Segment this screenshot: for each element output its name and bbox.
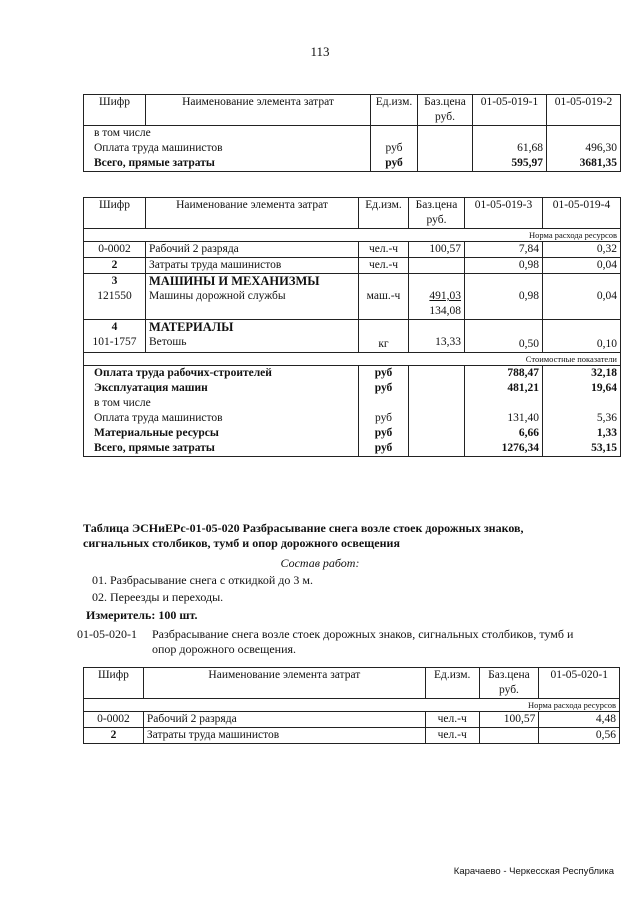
table-row: в том числе (84, 396, 621, 411)
col-code: Шифр (84, 198, 146, 229)
section-row: 3 МАШИНЫ И МЕХАНИЗМЫ (84, 274, 621, 290)
col-code-020-1: 01-05-020-1 (539, 668, 620, 699)
table-row: 2 Затраты труда машинистов чел.-ч 0,56 (84, 728, 620, 744)
table-row: 101-1757 Ветошь кг 13,33 0,50 0,10 (84, 335, 621, 353)
item-description-line-1: Разбрасывание снега возле стоек дорожных знаков, сигнальных столбиков, тумб и (152, 627, 574, 641)
table-title-line-1: Таблица ЭСНиЕРс-01-05-020 Разбрасывание снега возле стоек дорожных знаков, (83, 521, 524, 535)
section-row: 4 МАТЕРИАЛЫ (84, 320, 621, 336)
page-number: 113 (310, 44, 330, 59)
cost-table-3 (83, 667, 620, 744)
table-row: Оплата труда машинистов руб 61,68 496,30 (84, 141, 621, 156)
col-unit: Ед.изм. (425, 668, 479, 699)
table-header (84, 668, 620, 699)
col-base-price: Баз.цена руб. (418, 95, 473, 126)
work-step-2: 02. Переезды и переходы. (92, 590, 224, 604)
col-unit: Ед.изм. (371, 95, 418, 126)
table-row: Оплата труда рабочих-строителей руб 788,47 32,18 (84, 366, 621, 382)
col-base-price: Баз.цена руб. (479, 668, 539, 699)
measure-unit: Измеритель: 100 шт. (86, 608, 198, 622)
table-row: Эксплуатация машин руб 481,21 19,64 (84, 381, 621, 396)
table-row: 2 Затраты труда машинистов чел.-ч 0,98 0,04 (84, 258, 621, 274)
col-unit: Ед.изм. (359, 198, 409, 229)
table-row: Оплата труда машинистов руб 131,40 5,36 (84, 411, 621, 426)
item-code: 01-05-020-1 (77, 627, 137, 641)
col-code-2: 01-05-019-2 (547, 95, 621, 126)
table-header (84, 95, 621, 126)
col-name: Наименование элемента затрат (146, 95, 371, 126)
base-price: 491,03 (429, 290, 461, 302)
col-name: Наименование элемента затрат (146, 198, 359, 229)
col-code: Шифр (84, 668, 144, 699)
table-row: Материальные ресурсы руб 6,66 1,33 (84, 426, 621, 441)
col-name: Наименование элемента затрат (143, 668, 425, 699)
cost-table-2 (83, 197, 621, 457)
col-code: Шифр (84, 95, 146, 126)
item-description-line-2: опор дорожного освещения. (152, 642, 297, 656)
table-row: 0-0002 Рабочий 2 разряда чел.-ч 100,57 4,48 (84, 712, 620, 728)
col-code-4: 01-05-019-4 (543, 198, 621, 229)
norm-label-row: Норма расхода ресурсов (84, 699, 620, 712)
footer-region: Карачаево - Черкесская Республика (453, 866, 614, 877)
col-code-1: 01-05-019-1 (473, 95, 547, 126)
col-code-3: 01-05-019-3 (465, 198, 543, 229)
item-description (152, 627, 622, 657)
cost-label-row: Стоимостные показатели (84, 353, 621, 366)
table-row: 121550 Машины дорожной службы маш.-ч 491,03 134,08 0,98 0,04 (84, 289, 621, 320)
work-step-1: 01. Разбрасывание снега с откидкой до 3 м. (92, 573, 313, 587)
base-price-2: 134,08 (429, 305, 461, 317)
table-header (84, 198, 621, 229)
table-row: Всего, прямые затраты руб 595,97 3681,35 (84, 156, 621, 172)
composition-heading: Состав работ: (280, 556, 360, 570)
table-row: в том числе (84, 126, 621, 142)
cost-table-1 (83, 94, 621, 172)
table-row: Всего, прямые затраты руб 1276,34 53,15 (84, 441, 621, 457)
table-title (83, 521, 623, 551)
col-base-price: Баз.цена руб. (409, 198, 465, 229)
table-row: 0-0002 Рабочий 2 разряда чел.-ч 100,57 7,84 0,32 (84, 242, 621, 258)
table-title-line-2: сигнальных столбиков, тумб и опор дорожного освещения (83, 536, 400, 550)
norm-label-row: Норма расхода ресурсов (84, 229, 621, 242)
